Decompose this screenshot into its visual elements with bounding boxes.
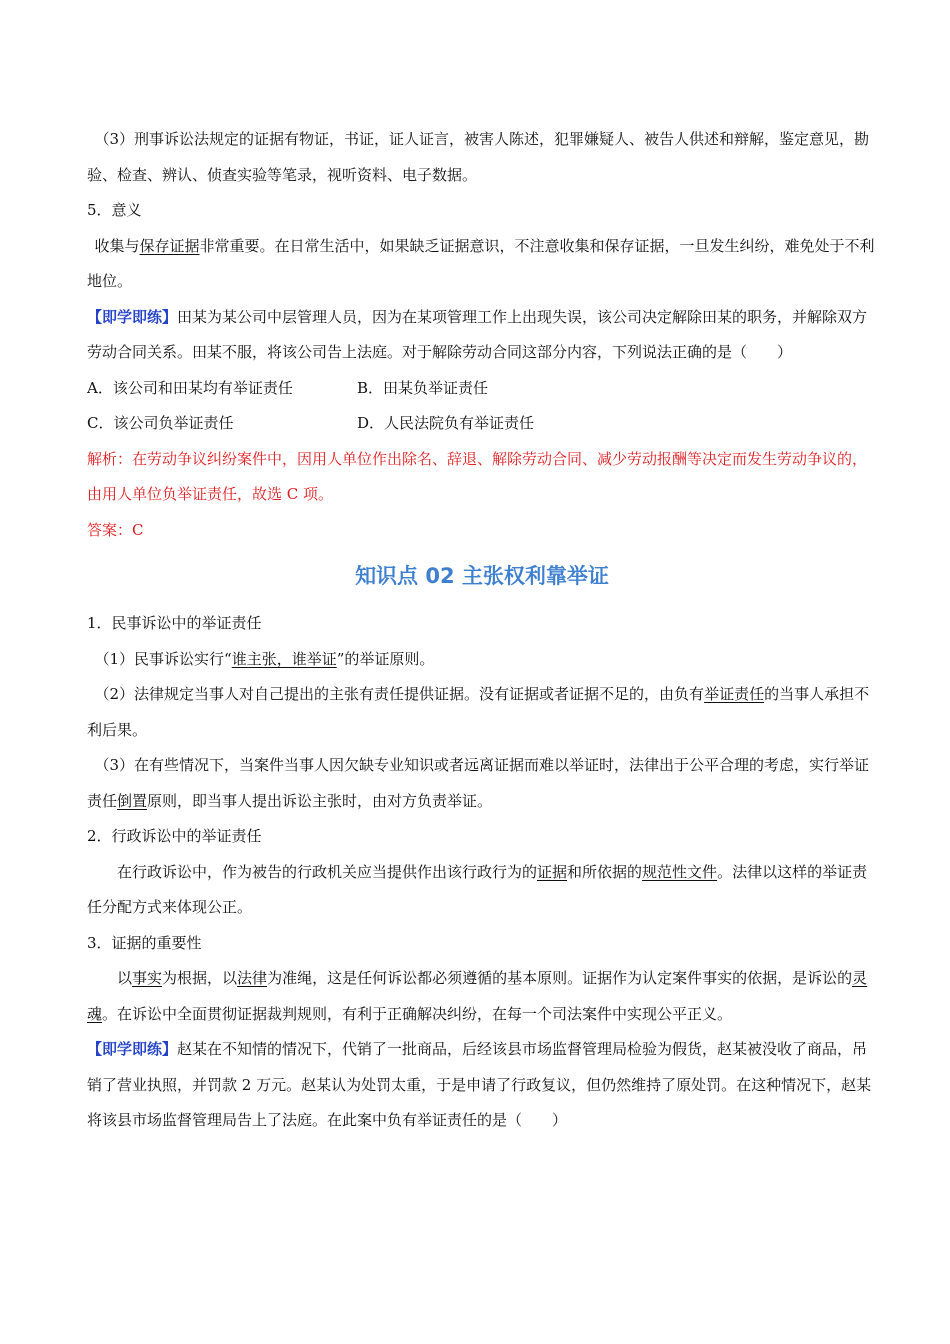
significance-paragraph	[87, 229, 877, 300]
practice-tag: 【即学即练】	[87, 307, 178, 326]
underlined-term: 规范性文件	[642, 862, 718, 881]
analysis-text: 解析：在劳动争议纠纷案件中，因用人单位作出除名、辞退、解除劳动合同、减少劳动报酬等决定而发生劳动争议的，由用人单位负举证责任，故选 C 项。	[87, 449, 868, 503]
option-b: B．田某负举证责任	[357, 378, 489, 397]
underlined-term: 倒置	[117, 791, 148, 810]
underlined-term: 保存证据	[139, 236, 200, 255]
heading-evidence-importance: 3．证据的重要性	[87, 933, 202, 952]
underlined-term: 举证责任	[704, 685, 765, 703]
option-a: A．该公司和田某均有举证责任	[87, 378, 293, 397]
heading-significance: 5．意义	[87, 201, 142, 219]
options-row-1	[87, 371, 877, 407]
civil-point-2	[87, 677, 877, 748]
underlined-term: 事实	[132, 969, 163, 987]
practice-question-1	[87, 300, 877, 371]
civil-point-1	[87, 642, 877, 678]
text-run: 在行政诉讼中，作为被告的行政机关应当提供作出该行政行为的	[117, 862, 538, 881]
civil-point-3	[87, 748, 877, 819]
text-run: 收集与	[94, 236, 140, 255]
text-run: 和所依据的	[567, 862, 643, 881]
administrative-paragraph	[87, 855, 877, 926]
practice-tag: 【即学即练】	[87, 1040, 178, 1058]
answer-text: 答案：C	[87, 520, 144, 539]
criminal-evidence-paragraph: （3）刑事诉讼法规定的证据有物证，书证，证人证言，被害人陈述，犯罪嫌疑人、被告人供述和辩解，鉴定意见，勘验、检查、辨认、侦查实验等笔录，视听资料、电子数据。	[87, 130, 870, 184]
text-run: 的当事人承担不利后果。	[87, 685, 870, 739]
document-content	[87, 122, 877, 1139]
heading-administrative-burden: 2．行政诉讼中的举证责任	[87, 827, 262, 845]
importance-paragraph	[87, 961, 877, 1032]
text-run: （1）民事诉讼实行“	[94, 649, 232, 668]
options-row-2	[87, 406, 877, 442]
text-run: 以	[117, 969, 133, 987]
underlined-term: 谁主张，谁举证	[231, 649, 337, 668]
option-c: C．该公司负举证责任	[87, 414, 234, 432]
heading-civil-burden: 1．民事诉讼中的举证责任	[87, 614, 262, 632]
question-stem: 田某为某公司中层管理人员，因为在某项管理工作上出现失误，该公司决定解除田某的职务，并解除双方劳动合同关系。田某不服，将该公司告上法庭。对于解除劳动合同这部分内容，下列说法正确的是（ ）	[87, 307, 868, 361]
text-run: ”的举证原则。	[336, 649, 435, 668]
text-run: （2）法律规定当事人对自己提出的主张有责任提供证据。没有证据或者证据不足的，由负有	[94, 685, 705, 703]
practice-question-2	[87, 1032, 877, 1139]
underlined-term: 灵魂	[87, 969, 868, 1023]
question-stem: 赵某在不知情的情况下，代销了一批商品，后经该县市场监督管理局检验为假货，赵某被没收了商品，吊销了营业执照，并罚款 2 万元。赵某认为处罚太重，于是申请了行政复议，但仍然维持了原处罚。在这种情况下，赵某将该县市场监督管理局告上了法庭。在此案中负有举证责任的是（ ）	[87, 1040, 872, 1129]
text-run: 为准绳，这是任何诉讼都必须遵循的基本原则。证据作为认定案件事实的依据，是诉讼的	[267, 969, 853, 987]
option-d: D．人民法院负有举证责任	[357, 414, 535, 432]
underlined-term: 证据	[537, 862, 568, 881]
text-run: 。法律以这样的举证责任分配方式来体现公正。	[87, 862, 868, 916]
underlined-term: 法律	[237, 969, 268, 987]
text-run: 。在诉讼中全面贯彻证据裁判规则，有利于正确解决纠纷，在每一个司法案件中实现公平正义。	[102, 1004, 733, 1023]
text-run: （3）在有些情况下，当案件当事人因欠缺专业知识或者远离证据而难以举证时，法律出于公平合理的考虑，实行举证责任	[87, 756, 870, 810]
section-title: 知识点 02 主张权利靠举证	[355, 564, 609, 588]
text-run: 非常重要。在日常生活中，如果缺乏证据意识，不注意收集和保存证据，一旦发生纠纷，难免处于不利地位。	[87, 236, 875, 290]
text-run: 原则，即当事人提出诉讼主张时，由对方负责举证。	[147, 791, 493, 810]
text-run: 为根据，以	[162, 969, 238, 987]
